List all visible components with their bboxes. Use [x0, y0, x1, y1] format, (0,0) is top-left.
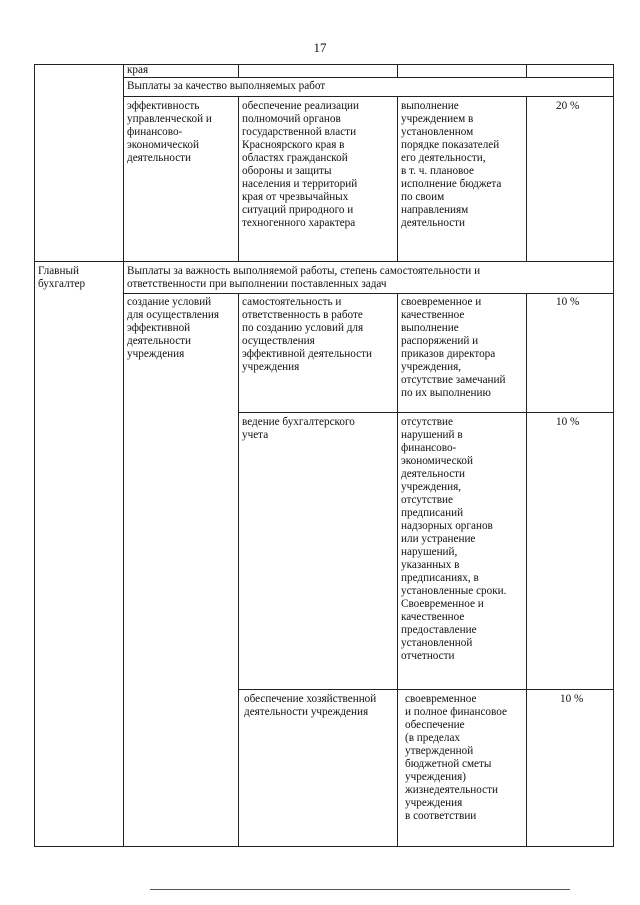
cell-item-1-percent: 10 % — [556, 296, 580, 308]
table-bottom-border — [34, 846, 614, 847]
section-header-importance: Выплаты за важность выполняемой работы, степень самостоятельности и ответственности при выполнении поставленных задач — [127, 265, 481, 290]
column-divider-1 — [123, 64, 124, 847]
cell-item-2-condition: ведение бухгалтерского учета — [242, 416, 355, 441]
column-divider-4-top — [526, 64, 527, 78]
column-divider-2-top — [238, 64, 239, 78]
page-number: 17 — [313, 40, 327, 55]
rule-below-item-1 — [238, 412, 614, 413]
cell-quality-percent: 20 % — [556, 100, 580, 112]
cell-item-1-condition: самостоятельность и ответственность в работе по созданию условий для осуществления эффективной деятельности учреждения — [242, 296, 372, 373]
rule-below-importance-header — [123, 293, 614, 294]
column-divider-4-quality — [526, 96, 527, 262]
cell-item-3-indicator: своевременное и полное финансовое обеспечение (в пределах утвержденной бюджетной сметы учреждения) жизнедеятельности учреждения в соответствии — [405, 693, 507, 822]
cell-kraya: края — [127, 64, 149, 76]
table-right-border — [613, 64, 614, 847]
rule-below-quality-header — [123, 96, 614, 97]
cell-item-1-indicator: своевременное и качественное выполнение распоряжений и приказов директора учреждения, отсутствие замечаний по их выполнению — [401, 296, 506, 399]
rule-below-item-2 — [238, 689, 614, 690]
cell-quality-criterion: эффективность управленческой и финансово- экономической деятельности — [127, 100, 212, 164]
column-divider-4-accountant — [526, 293, 527, 847]
column-divider-3-accountant — [397, 293, 398, 847]
table-top-border — [34, 64, 614, 65]
cell-item-3-percent: 10 % — [560, 693, 584, 705]
column-divider-2-accountant — [238, 293, 239, 847]
rule-below-kraya — [123, 77, 614, 78]
column-divider-3-top — [397, 64, 398, 78]
cell-quality-condition: обеспечение реализации полномочий органов государственной власти Красноярского края в областях гражданской обороны и защиты населения и территорий края от чрезвычайных ситуаций природного и техногенного характера — [242, 100, 360, 229]
section-header-quality: Выплаты за качество выполняемых работ — [127, 80, 326, 92]
scan-edge-line — [150, 889, 570, 890]
column-divider-2-quality — [238, 96, 239, 262]
cell-position-chief-accountant: Главный бухгалтер — [38, 265, 86, 290]
column-divider-3-quality — [397, 96, 398, 262]
cell-item-3-condition: обеспечение хозяйственной деятельности учреждения — [244, 693, 377, 718]
cell-item-2-indicator: отсутствие нарушений в финансово- экономической деятельности учреждения, отсутствие предписаний надзорных органов или устранение нарушений, указанных в предписаниях, в установленные сроки. Своевременное и качественное предоставление установленной отчетности — [401, 416, 507, 662]
cell-quality-indicator: выполнение учреждением в установленном порядке показателей его деятельности, в т. ч. плановое исполнение бюджета по своим направлениям деятельности — [401, 100, 502, 229]
rule-section-separator — [34, 261, 614, 262]
table-left-border — [34, 64, 35, 847]
cell-item-2-percent: 10 % — [556, 416, 580, 428]
cell-accountant-criterion: создание условий для осуществления эффективной деятельности учреждения — [127, 296, 220, 360]
